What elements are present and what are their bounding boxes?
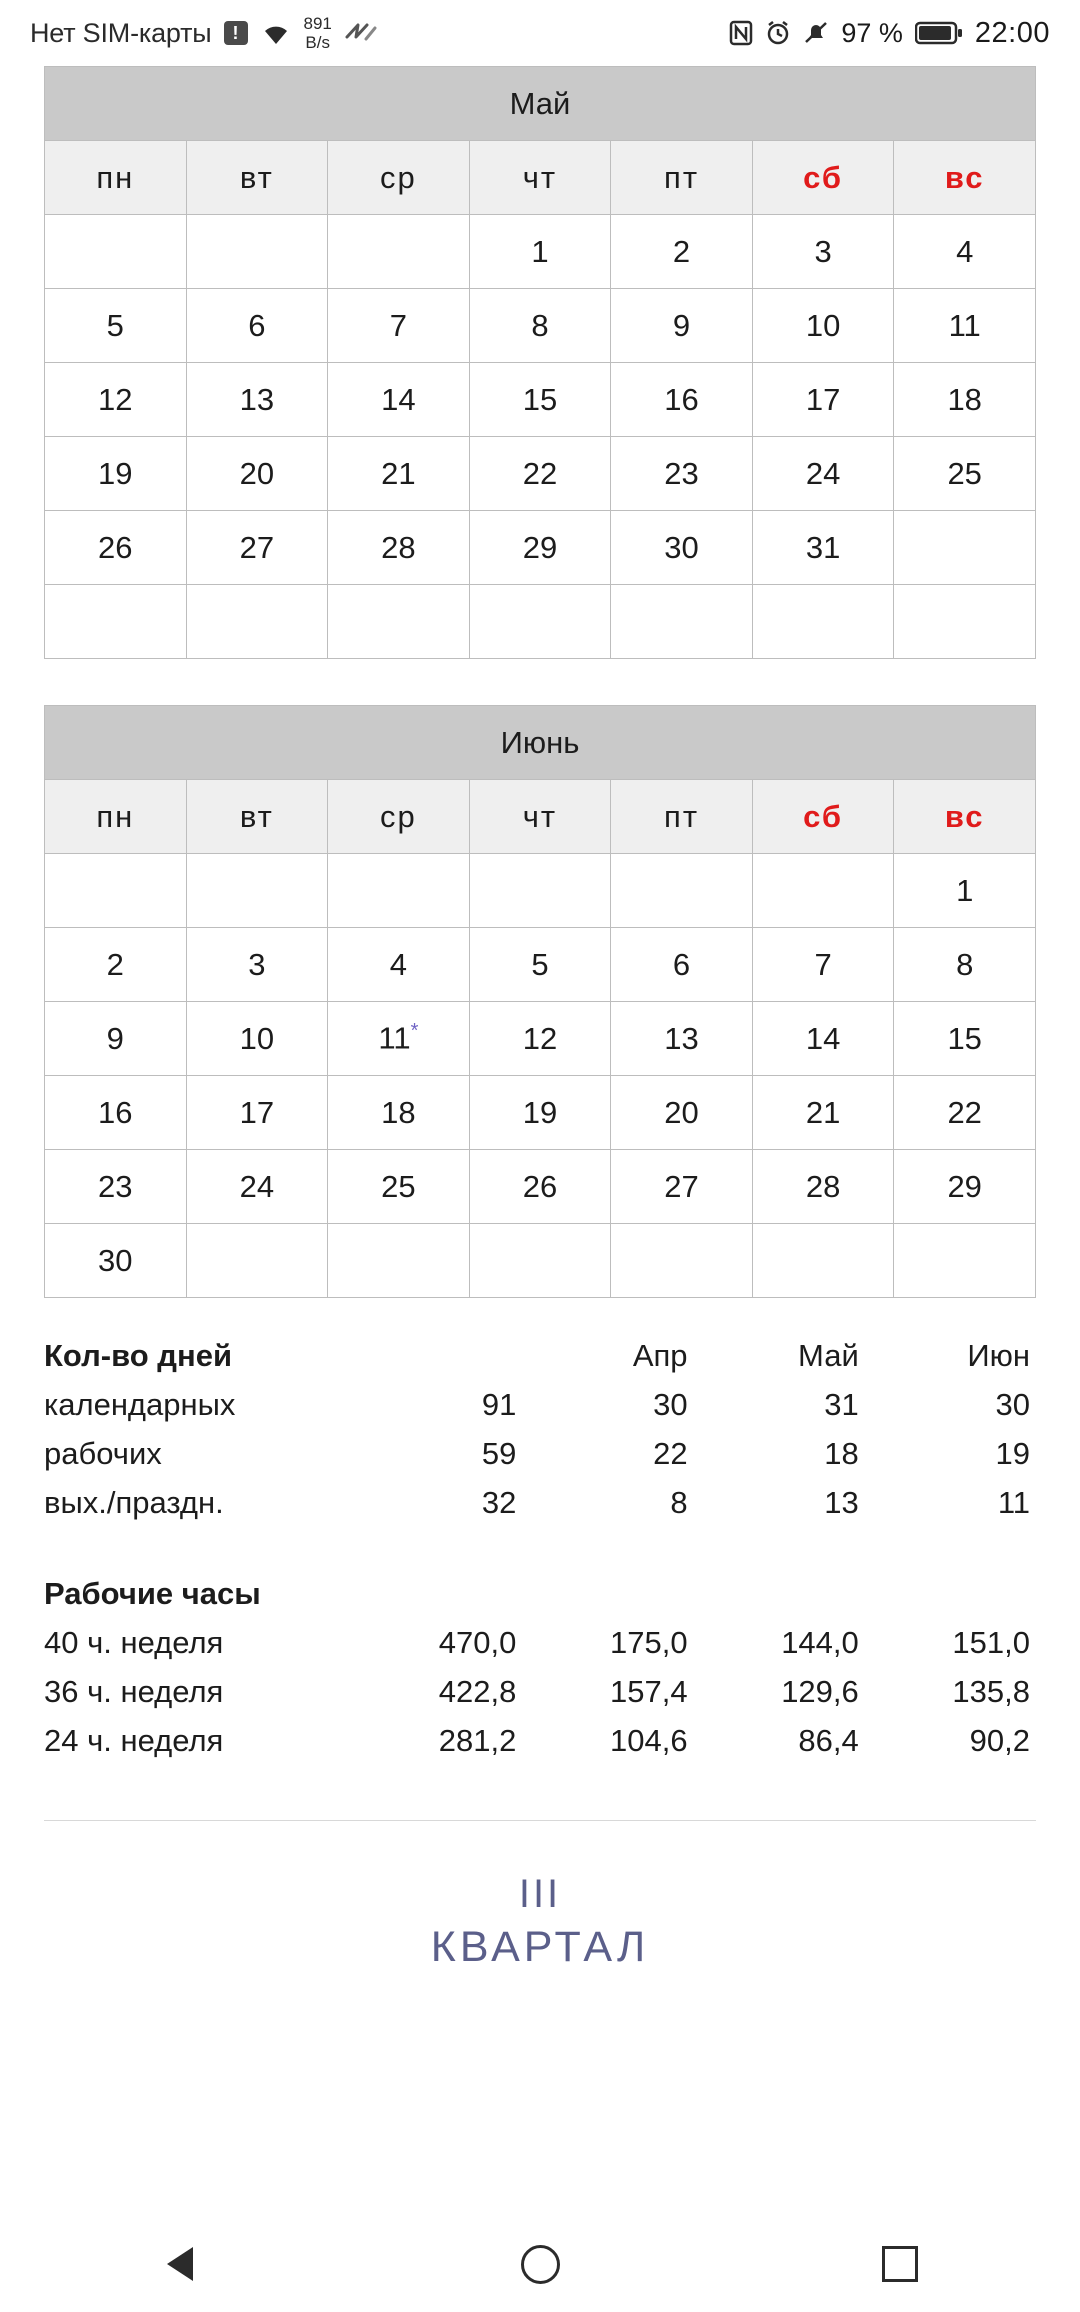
- spacer-cell: [44, 1530, 1036, 1572]
- month-title: Июнь: [45, 706, 1036, 780]
- day-cell: [45, 585, 187, 659]
- day-cell: 25: [328, 1150, 470, 1224]
- mute-icon: [803, 20, 829, 46]
- day-cell: 21: [752, 1076, 894, 1150]
- day-cell: [752, 1224, 894, 1298]
- day-cell-short-day: [328, 1002, 470, 1076]
- day-cell: [611, 1224, 753, 1298]
- row-total: 32: [481, 1485, 517, 1520]
- row-label: календарных: [44, 1387, 236, 1422]
- month-header-apr: Апр: [632, 1338, 688, 1373]
- hours-header-row: [44, 1572, 1036, 1621]
- calendar-body-june: [45, 854, 1036, 1298]
- day-cell: 5: [469, 928, 611, 1002]
- row-value-may: 18: [824, 1436, 859, 1471]
- day-cell: 24: [186, 1150, 328, 1224]
- network-speed: [304, 14, 332, 52]
- month-title: Май: [45, 67, 1036, 141]
- weekday-fri: пт: [611, 780, 753, 854]
- weekday-wed: ср: [328, 780, 470, 854]
- day-cell: 15: [894, 1002, 1036, 1076]
- day-cell: 19: [469, 1076, 611, 1150]
- month-header-jun: Июн: [967, 1338, 1030, 1373]
- calendar-week-row: [45, 363, 1036, 437]
- calendar-week-row: [45, 289, 1036, 363]
- day-cell: 29: [894, 1150, 1036, 1224]
- calendar-body-may: [45, 215, 1036, 659]
- day-cell: [894, 1224, 1036, 1298]
- row-label: 40 ч. неделя: [44, 1625, 224, 1660]
- row-value-apr: 157,4: [609, 1674, 688, 1709]
- row-total: 422,8: [438, 1674, 517, 1709]
- day-cell: [611, 585, 753, 659]
- day-cell: [752, 854, 894, 928]
- day-cell: 30: [611, 511, 753, 585]
- summary-row: [44, 1481, 1036, 1530]
- day-cell: 14: [752, 1002, 894, 1076]
- day-cell: 2: [45, 928, 187, 1002]
- calendar-week-row: [45, 437, 1036, 511]
- day-cell: 26: [45, 511, 187, 585]
- day-cell: 18: [894, 363, 1036, 437]
- calendar-gap: [44, 659, 1036, 705]
- day-cell: 21: [328, 437, 470, 511]
- day-cell: 20: [186, 437, 328, 511]
- day-cell: [894, 511, 1036, 585]
- battery-percent-label: 97 %: [841, 17, 903, 48]
- row-value-apr: 30: [653, 1387, 688, 1422]
- day-cell: 19: [45, 437, 187, 511]
- day-cell: [186, 854, 328, 928]
- back-icon: [167, 2247, 193, 2281]
- day-cell: 7: [752, 928, 894, 1002]
- row-label: рабочих: [44, 1436, 162, 1471]
- status-bar-left: [30, 14, 378, 52]
- day-cell: 10: [752, 289, 894, 363]
- weekday-thu: чт: [469, 780, 611, 854]
- day-cell: [45, 215, 187, 289]
- hours-section-title: Рабочие часы: [44, 1576, 261, 1611]
- weekday-mon: пн: [45, 141, 187, 215]
- calendar-week-row: [45, 928, 1036, 1002]
- weekday-header-row: [45, 780, 1036, 854]
- row-value-jun: 135,8: [952, 1674, 1030, 1709]
- day-cell: 22: [894, 1076, 1036, 1150]
- row-value-jun: 151,0: [952, 1625, 1030, 1660]
- day-cell: [469, 585, 611, 659]
- back-button[interactable]: [120, 2216, 240, 2312]
- battery-icon: [915, 20, 963, 46]
- day-cell: [328, 215, 470, 289]
- summary-row: [44, 1432, 1036, 1481]
- row-value-apr: 22: [653, 1436, 688, 1471]
- row-value-may: 13: [824, 1485, 859, 1520]
- summary-row: [44, 1383, 1036, 1432]
- day-cell: 23: [611, 437, 753, 511]
- day-cell: 29: [469, 511, 611, 585]
- day-cell: 31: [752, 511, 894, 585]
- day-cell: 22: [469, 437, 611, 511]
- wifi-icon: [260, 20, 292, 46]
- clock-label: 22:00: [974, 16, 1050, 49]
- day-cell: 10: [186, 1002, 328, 1076]
- row-total: 91: [481, 1387, 517, 1422]
- recents-button[interactable]: [840, 2216, 960, 2312]
- day-cell: 6: [186, 289, 328, 363]
- weekday-thu: чт: [469, 141, 611, 215]
- day-cell: 13: [186, 363, 328, 437]
- calendar-page: [0, 66, 1080, 1768]
- row-value-jun: 90,2: [969, 1723, 1030, 1758]
- day-cell: [328, 1224, 470, 1298]
- nfc-icon: [729, 20, 753, 46]
- row-value-may: 31: [824, 1387, 859, 1422]
- day-cell: 3: [186, 928, 328, 1002]
- short-day-mark: *: [410, 1020, 419, 1043]
- recents-icon: [882, 2246, 918, 2282]
- day-cell: [186, 215, 328, 289]
- day-cell: 8: [894, 928, 1036, 1002]
- day-cell: [611, 854, 753, 928]
- day-cell: 9: [45, 1002, 187, 1076]
- sim-status-label: Нет SIM-карты: [30, 17, 212, 48]
- day-cell: [45, 854, 187, 928]
- day-cell: 2: [611, 215, 753, 289]
- day-cell: [469, 1224, 611, 1298]
- days-section-title: Кол-во дней: [44, 1338, 232, 1373]
- row-value-apr: 175,0: [609, 1625, 688, 1660]
- day-cell: 30: [45, 1224, 187, 1298]
- calendar-week-row: [45, 1150, 1036, 1224]
- next-quarter-heading: [0, 1867, 1080, 1973]
- quarter-word: КВАРТАЛ: [430, 1923, 650, 1971]
- calendar-week-row: [45, 215, 1036, 289]
- weekday-fri: пт: [611, 141, 753, 215]
- calendar-month-may: [44, 66, 1036, 659]
- row-total: 281,2: [438, 1723, 517, 1758]
- day-cell: 27: [186, 511, 328, 585]
- day-cell: [328, 585, 470, 659]
- day-cell: 8: [469, 289, 611, 363]
- row-total: 470,0: [438, 1625, 517, 1660]
- summary-table: [44, 1334, 1036, 1768]
- day-cell: 11: [894, 289, 1036, 363]
- day-cell: 24: [752, 437, 894, 511]
- day-cell: 4: [894, 215, 1036, 289]
- quarter-summary: [44, 1334, 1036, 1768]
- weekday-sun: вс: [894, 780, 1036, 854]
- day-cell: 17: [186, 1076, 328, 1150]
- day-cell: 23: [45, 1150, 187, 1224]
- summary-row: [44, 1621, 1036, 1670]
- day-cell: 14: [328, 363, 470, 437]
- day-cell: [328, 854, 470, 928]
- summary-spacer: [44, 1530, 1036, 1572]
- day-cell: [186, 585, 328, 659]
- day-cell: 1: [894, 854, 1036, 928]
- day-cell: [469, 854, 611, 928]
- weekday-mon: пн: [45, 780, 187, 854]
- day-cell: 7: [328, 289, 470, 363]
- calendar-week-row: [45, 1224, 1036, 1298]
- day-cell: 27: [611, 1150, 753, 1224]
- calendar-week-row: [45, 1002, 1036, 1076]
- day-cell: 28: [328, 511, 470, 585]
- calendar-week-row: [45, 511, 1036, 585]
- home-button[interactable]: [480, 2216, 600, 2312]
- weekday-sat: сб: [752, 780, 894, 854]
- day-cell: [752, 585, 894, 659]
- day-cell: 1: [469, 215, 611, 289]
- day-cell: 16: [611, 363, 753, 437]
- row-label: вых./праздн.: [44, 1485, 224, 1520]
- row-label: 36 ч. неделя: [44, 1674, 224, 1709]
- days-header-row: [44, 1334, 1036, 1383]
- calendar-week-row: [45, 585, 1036, 659]
- day-cell: 18: [328, 1076, 470, 1150]
- row-total: 59: [481, 1436, 517, 1471]
- network-speed-value: 891: [303, 14, 332, 33]
- day-cell: 12: [469, 1002, 611, 1076]
- data-transfer-icon: [344, 20, 378, 46]
- calendar-week-row: [45, 854, 1036, 928]
- calendar-week-row: [45, 1076, 1036, 1150]
- summary-row: [44, 1719, 1036, 1768]
- month-header-may: Май: [798, 1338, 859, 1373]
- weekday-sun: вс: [894, 141, 1036, 215]
- home-icon: [521, 2245, 560, 2284]
- day-number: 11: [378, 1020, 411, 1056]
- status-bar: [0, 0, 1080, 66]
- day-cell: [186, 1224, 328, 1298]
- day-cell: 26: [469, 1150, 611, 1224]
- row-value-may: 129,6: [781, 1674, 859, 1709]
- day-cell: 12: [45, 363, 187, 437]
- weekday-tue: вт: [186, 141, 328, 215]
- day-cell: 17: [752, 363, 894, 437]
- row-label: 24 ч. неделя: [44, 1723, 224, 1758]
- row-value-may: 86,4: [798, 1723, 859, 1758]
- row-value-may: 144,0: [781, 1625, 859, 1660]
- status-bar-right: [729, 17, 1050, 50]
- day-cell: 20: [611, 1076, 753, 1150]
- warning-icon: !: [224, 21, 248, 45]
- day-cell: 9: [611, 289, 753, 363]
- day-cell: 6: [611, 928, 753, 1002]
- calendar-month-june: [44, 705, 1036, 1298]
- row-value-jun: 30: [995, 1387, 1030, 1422]
- weekday-wed: ср: [328, 141, 470, 215]
- day-cell: 15: [469, 363, 611, 437]
- alarm-icon: [765, 20, 791, 46]
- day-cell: 5: [45, 289, 187, 363]
- row-value-apr: 8: [670, 1485, 688, 1520]
- row-value-jun: 19: [995, 1436, 1030, 1471]
- day-cell: 16: [45, 1076, 187, 1150]
- row-value-apr: 104,6: [609, 1723, 688, 1758]
- weekday-header-row: [45, 141, 1036, 215]
- row-value-jun: 11: [997, 1485, 1030, 1520]
- section-divider: [44, 1820, 1036, 1821]
- summary-row: [44, 1670, 1036, 1719]
- day-cell: 3: [752, 215, 894, 289]
- day-cell: 13: [611, 1002, 753, 1076]
- day-cell: 28: [752, 1150, 894, 1224]
- day-cell: [894, 585, 1036, 659]
- weekday-sat: сб: [752, 141, 894, 215]
- day-cell: 25: [894, 437, 1036, 511]
- network-speed-unit: B/s: [305, 33, 330, 52]
- total-column-header: [346, 1334, 522, 1383]
- system-navigation-bar: [0, 2216, 1080, 2312]
- quarter-roman-numeral: III: [518, 1872, 562, 1916]
- day-cell: 4: [328, 928, 470, 1002]
- weekday-tue: вт: [186, 780, 328, 854]
